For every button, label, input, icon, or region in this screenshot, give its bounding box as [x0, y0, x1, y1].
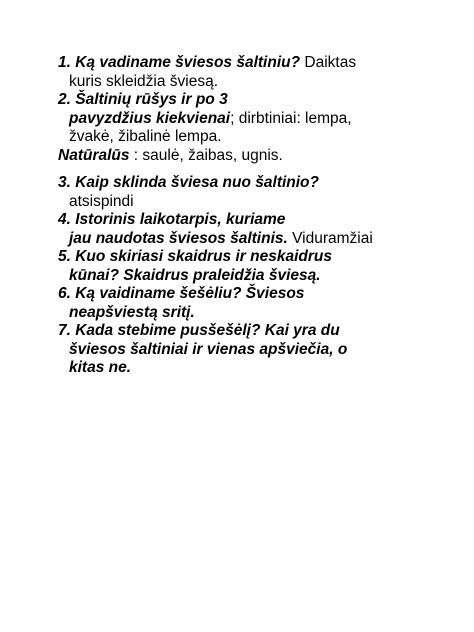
text-line — [58, 304, 458, 323]
text-line — [58, 322, 458, 341]
question-text: kūnai? Skaidrus praleidžia šviesą. — [69, 266, 321, 284]
question-item-2 — [58, 91, 458, 165]
text-line — [58, 230, 458, 249]
question-text: šviesos šaltiniai ir vienas apšviečia, o — [69, 340, 348, 358]
text-line — [58, 91, 458, 110]
question-list — [58, 54, 458, 378]
text-line — [58, 193, 458, 212]
question-item-7 — [58, 322, 458, 378]
question-text: 5. Kuo skiriasi skaidrus ir neskaidrus — [58, 248, 332, 265]
text-line — [58, 341, 458, 360]
text-line — [58, 285, 458, 304]
answer-text: atsispindi — [69, 192, 134, 210]
question-text: pavyzdžius kiekvienai — [69, 109, 231, 127]
question-item-5 — [58, 248, 458, 285]
question-text: 2. Šaltinių rūšys ir po 3 — [58, 91, 228, 108]
question-text: 6. Ką vaidiname šešėliu? Šviesos — [58, 285, 305, 302]
answer-text: : saulė, žaibas, ugnis. — [129, 146, 283, 164]
answer-text: ; dirbtiniai: lempa, — [230, 109, 352, 127]
question-text: neapšviestą sritį. — [69, 303, 195, 321]
text-line — [58, 54, 458, 73]
text-line — [58, 211, 458, 230]
question-item-4 — [58, 211, 458, 248]
question-text: 7. Kada stebime pusšešėlį? Kai yra du — [58, 322, 340, 339]
text-line — [58, 267, 458, 286]
answer-text: Viduramžiai — [287, 229, 373, 247]
text-line — [58, 110, 458, 129]
question-item-1 — [58, 54, 458, 91]
question-text: 4. Istorinis laikotarpis, kuriame — [58, 211, 286, 228]
question-item-6 — [58, 285, 458, 322]
answer-text: kuris skleidžia šviesą. — [69, 72, 219, 90]
question-text: 1. Ką vadiname šviesos šaltiniu? — [58, 54, 301, 71]
answer-text: žvakė, žibalinė lempa. — [69, 128, 222, 145]
text-line — [58, 147, 458, 166]
question-text: Natūralūs — [58, 146, 130, 164]
text-line — [58, 73, 458, 92]
text-line — [58, 248, 458, 267]
answer-text: Daiktas — [300, 54, 357, 71]
question-text: jau naudotas šviesos šaltinis. — [69, 229, 288, 247]
text-line — [58, 174, 458, 193]
question-item-3 — [58, 174, 458, 211]
text-line — [58, 128, 458, 147]
text-line — [58, 359, 458, 378]
question-text: 3. Kaip sklinda šviesa nuo šaltinio? — [58, 174, 319, 191]
question-text: kitas ne. — [69, 359, 132, 376]
